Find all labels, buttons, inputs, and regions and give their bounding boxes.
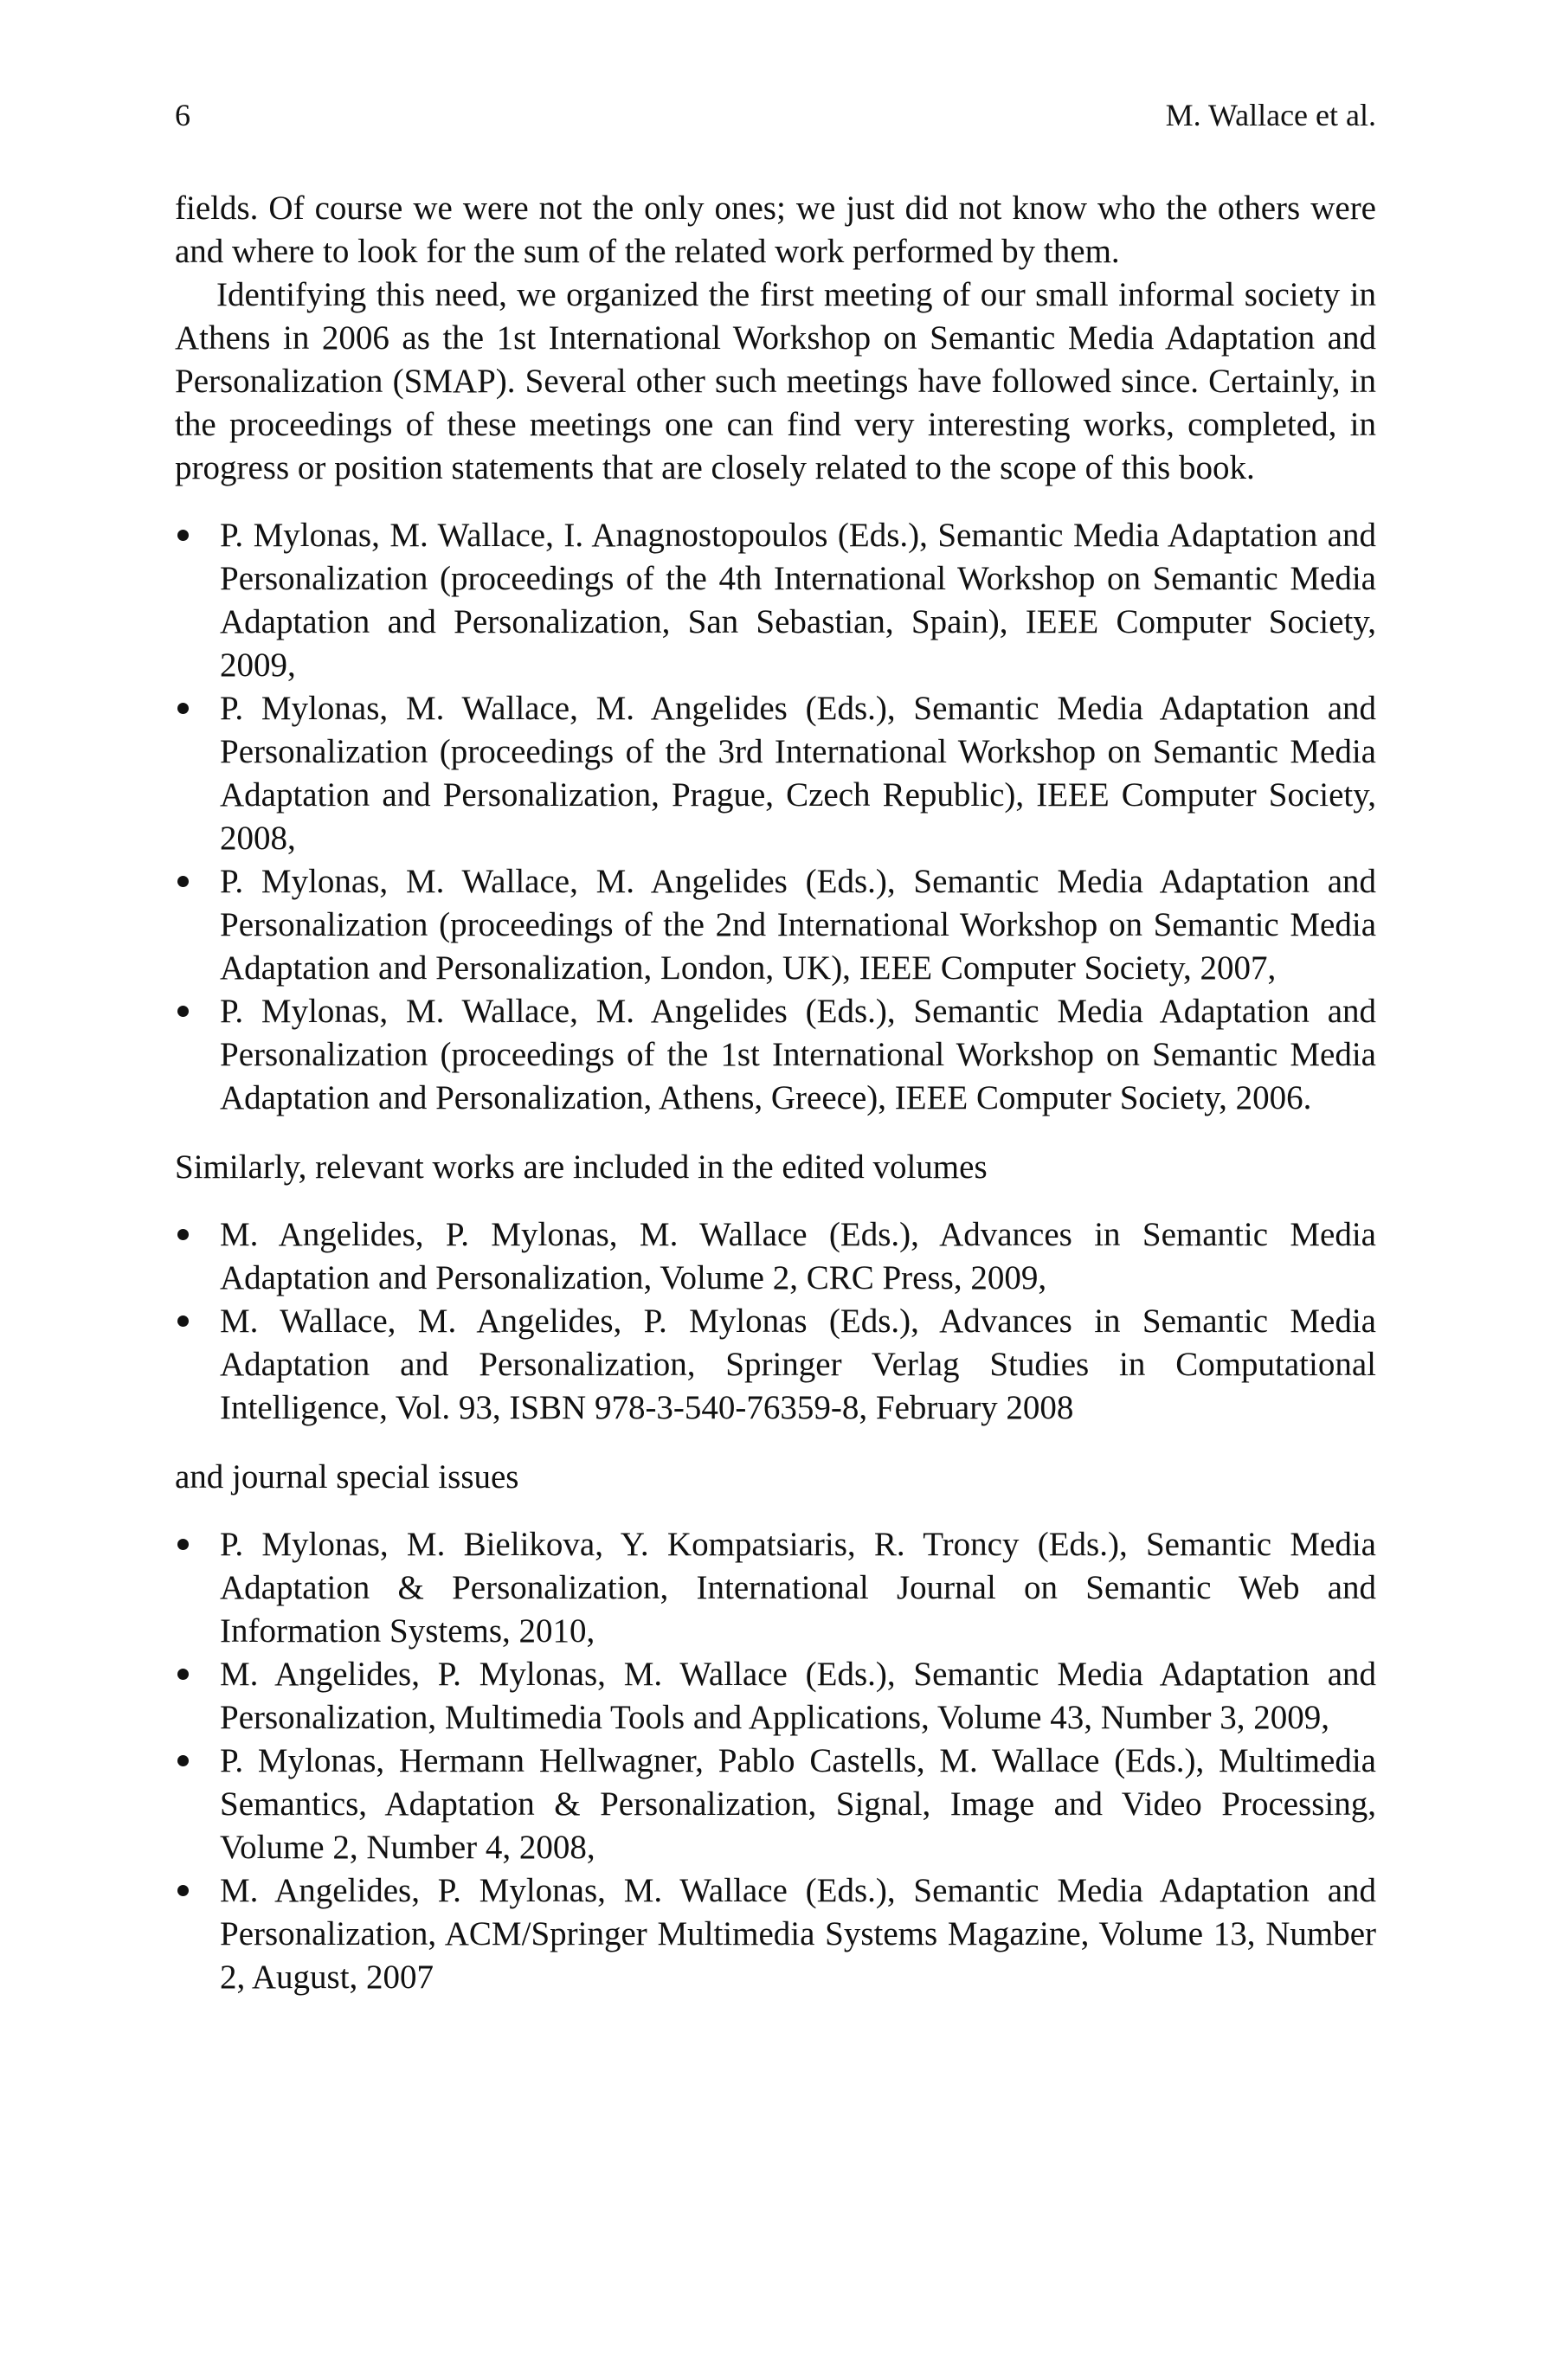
reference-text: P. Mylonas, M. Wallace, M. Angelides (Eds.), Semantic Media Adaptation and Personalization (proceedings of the 1st International Workshop on Semantic Media Adaptation and Personalization, Athens, Greece), IEEE Computer Society, 2006. <box>220 993 1376 1116</box>
list-item <box>175 1653 1376 1740</box>
reference-text: P. Mylonas, M. Wallace, M. Angelides (Eds.), Semantic Media Adaptation and Personalization (proceedings of the 3rd International Workshop on Semantic Media Adaptation and Personalization, Prague, Czech Republic), IEEE Computer Society, 2008, <box>220 690 1376 857</box>
volumes-intro: Similarly, relevant works are included in the edited volumes <box>175 1148 988 1186</box>
list-item <box>175 1523 1376 1653</box>
running-head: M. Wallace et al. <box>1165 98 1376 132</box>
list-item <box>175 990 1376 1120</box>
page-number: 6 <box>175 98 190 132</box>
book-page <box>175 93 1376 2025</box>
bullet-icon <box>177 1315 189 1327</box>
bullet-icon <box>177 1755 189 1766</box>
list-item <box>175 1740 1376 1869</box>
list-item <box>175 1213 1376 1300</box>
list-item <box>175 687 1376 860</box>
reference-text: M. Angelides, P. Mylonas, M. Wallace (Eds.), Advances in Semantic Media Adaptation and Personalization, Volume 2, CRC Press, 2009, <box>220 1216 1376 1296</box>
list-item <box>175 1869 1376 1999</box>
reference-text: P. Mylonas, M. Wallace, I. Anagnostopoulos (Eds.), Semantic Media Adaptation and Personalization (proceedings of the 4th International Workshop on Semantic Media Adaptation and Personalization, San Sebastian, Spain), IEEE Computer Society, 2009, <box>220 517 1376 684</box>
reference-text: P. Mylonas, Hermann Hellwagner, Pablo Castells, M. Wallace (Eds.), Multimedia Semantics, Adaptation & Personalization, Signal, Image and Video Processing, Volume 2, Number 4, 2008, <box>220 1742 1376 1866</box>
bullet-icon <box>177 1539 189 1550</box>
reference-text: P. Mylonas, M. Wallace, M. Angelides (Eds.), Semantic Media Adaptation and Personalization (proceedings of the 2nd International Workshop on Semantic Media Adaptation and Personalization, London, UK), IEEE Computer Society, 2007, <box>220 863 1376 987</box>
list-item <box>175 1300 1376 1430</box>
list-item <box>175 860 1376 990</box>
reference-text: M. Angelides, P. Mylonas, M. Wallace (Eds.), Semantic Media Adaptation and Personalization, Multimedia Tools and Applications, Volume 43, Number 3, 2009, <box>220 1656 1376 1736</box>
bullet-icon <box>177 876 189 887</box>
list-item <box>175 514 1376 687</box>
page-header <box>175 93 1376 137</box>
journals-list <box>175 1523 1376 1999</box>
reference-text: M. Wallace, M. Angelides, P. Mylonas (Eds.), Advances in Semantic Media Adaptation and Personalization, Springer Verlag Studies in Computational Intelligence, Vol. 93, ISBN 978-3-540-76359-8, February 2008 <box>220 1303 1376 1426</box>
bullet-icon <box>177 530 189 541</box>
proceedings-list <box>175 514 1376 1120</box>
bullet-icon <box>177 1885 189 1896</box>
bullet-icon <box>177 1006 189 1017</box>
paragraph-continuation: fields. Of course we were not the only ones; we just did not know who the others were and where to look for the sum of the related work performed by them. <box>175 190 1376 270</box>
reference-text: M. Angelides, P. Mylonas, M. Wallace (Eds.), Semantic Media Adaptation and Personalization, ACM/Springer Multimedia Systems Magazine, Volume 13, Number 2, August, 2007 <box>220 1872 1376 1996</box>
volumes-list <box>175 1213 1376 1430</box>
bullet-icon <box>177 703 189 714</box>
paragraph-smap: Identifying this need, we organized the first meeting of our small informal society in Athens in 2006 as the 1st International Workshop on Semantic Media Adaptation and Personalization (SMAP). Several other such meetings have followed since. Certainly, in the proceedings of these meetings one can find very interesting works, completed, in progress or position statements that are closely related to the scope of this book. <box>175 276 1376 486</box>
journals-intro: and journal special issues <box>175 1458 519 1496</box>
reference-text: P. Mylonas, M. Bielikova, Y. Kompatsiaris, R. Troncy (Eds.), Semantic Media Adaptation & Personalization, International Journal on Semantic Web and Information Systems, 2010, <box>220 1526 1376 1650</box>
bullet-icon <box>177 1669 189 1680</box>
bullet-icon <box>177 1229 189 1240</box>
